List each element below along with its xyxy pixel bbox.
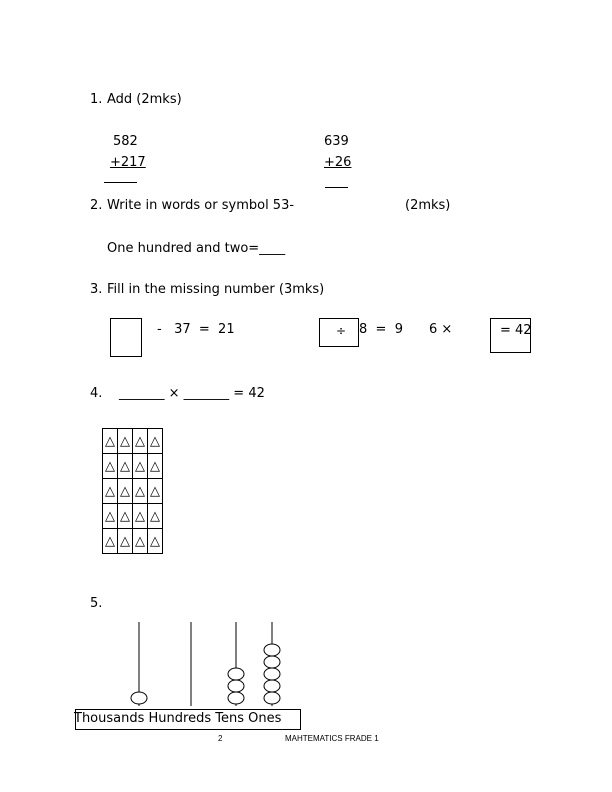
q3-problem-2: 8 = 9	[359, 322, 403, 337]
q1-text: Add (2mks)	[107, 92, 182, 107]
q3-problem-3-prefix: 6 ×	[429, 322, 453, 337]
q2-subquestion: One hundred and two=____	[107, 241, 286, 256]
q1-number: 1.	[90, 92, 103, 107]
triangle-icon: △	[103, 529, 118, 554]
q1-b-bottom: +26	[324, 155, 352, 170]
q4-number: 4.	[90, 386, 103, 401]
triangle-icon: △	[118, 504, 133, 529]
triangle-icon: △	[148, 429, 163, 454]
place-value-labels: Thousands Hundreds Tens Ones	[74, 711, 282, 726]
triangle-icon: △	[103, 429, 118, 454]
q2-number: 2.	[90, 198, 103, 213]
triangle-icon: △	[103, 504, 118, 529]
q3-problem-1: - 37 = 21	[157, 322, 235, 337]
triangle-icon: △	[133, 504, 148, 529]
q4-text: _______ × _______ = 42	[119, 386, 265, 401]
abacus-bead-ones	[264, 668, 280, 680]
abacus-bead-ones	[264, 680, 280, 692]
q2-marks: (2mks)	[405, 198, 451, 213]
triangle-icon: △	[133, 529, 148, 554]
triangle-icon: △	[148, 504, 163, 529]
footer-title: MAHTEMATICS FRADE 1	[285, 734, 379, 743]
q3-problem-3-equals: = 42	[500, 323, 532, 338]
q3-number: 3.	[90, 282, 103, 297]
triangle-icon: △	[118, 454, 133, 479]
q1-b-top: 639	[324, 134, 349, 149]
triangle-icon: △	[148, 529, 163, 554]
q5-number: 5.	[90, 596, 103, 611]
triangle-icon: △	[148, 479, 163, 504]
abacus-bead-tens	[228, 668, 244, 680]
triangle-icon: △	[103, 454, 118, 479]
triangle-icon: △	[118, 479, 133, 504]
triangle-icon: △	[118, 529, 133, 554]
q1-a-bottom: +217	[110, 155, 146, 170]
place-value-labels-box	[75, 709, 301, 730]
triangle-icon: △	[133, 479, 148, 504]
abacus-bead-ones	[264, 656, 280, 668]
triangle-icon: △	[118, 429, 133, 454]
q1-a-top: 582	[113, 134, 138, 149]
abacus-bead-tens	[228, 692, 244, 704]
q3-divide-sign: ÷	[336, 324, 347, 338]
abacus-bead-ones	[264, 644, 280, 656]
triangle-icon: △	[133, 454, 148, 479]
abacus-bead-tens	[228, 680, 244, 692]
abacus-bead-ones	[264, 692, 280, 704]
page-number: 2	[218, 734, 223, 743]
triangle-icon: △	[103, 479, 118, 504]
q2-text: Write in words or symbol 53-	[107, 198, 295, 213]
abacus-bead-thousands	[131, 692, 147, 704]
triangle-icon: △	[148, 454, 163, 479]
triangle-icon: △	[133, 429, 148, 454]
q3-text: Fill in the missing number (3mks)	[107, 282, 325, 297]
